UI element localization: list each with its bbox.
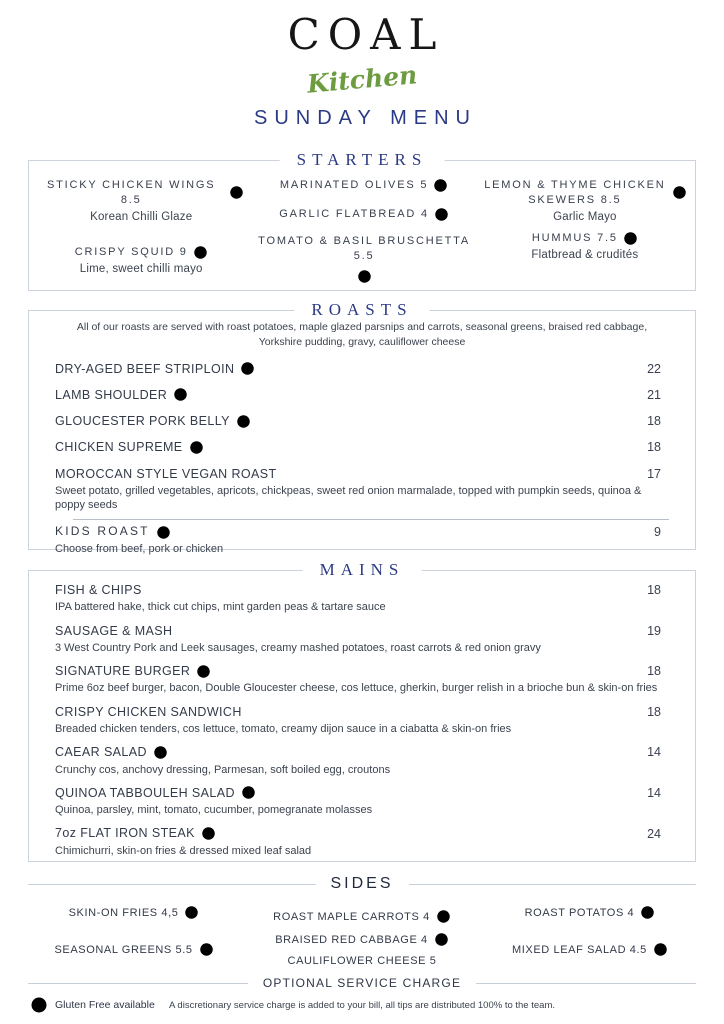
item-name: LAMB SHOULDER: [55, 387, 168, 402]
service-charge-header: [28, 976, 696, 990]
item-price: 21: [647, 387, 661, 402]
menu-footer: [28, 993, 696, 1023]
item-price: 14: [647, 745, 661, 760]
item-name: GLOUCESTER PORK BELLY: [55, 414, 230, 429]
menu-item-garlic-flatbread: [279, 207, 449, 222]
roasts-intro: All of our roasts are served with roast potatoes, maple glazed parsnips and carrots, seasonal greens, braised red cabbage, Yorkshire pudding, gravy, cauliflower cheese: [76, 321, 648, 349]
roasts-section: [28, 300, 696, 555]
starters-heading: STARTERS: [280, 150, 445, 170]
menu-item-roast-maple-carrots: [273, 909, 451, 924]
gluten-free-icon: [640, 905, 655, 920]
item-description: IPA battered hake, thick cut chips, mint garden peas & tartare sauce: [55, 601, 386, 614]
logo-brand-text: COAL: [287, 10, 445, 59]
menu-item-beef-striploin: [55, 361, 669, 377]
item-name: ROAST MAPLE CARROTS 4: [273, 910, 430, 923]
item-name: CAEAR SALAD: [55, 745, 147, 760]
gluten-free-icon: [623, 231, 638, 246]
item-name: GARLIC FLATBREAD 4: [279, 208, 429, 221]
item-price: 18: [647, 704, 661, 719]
menu-item-quinoa-tabbouleh-salad: [55, 785, 669, 818]
item-name: CHICKEN SUPREME: [55, 440, 183, 455]
gluten-free-icon: [436, 909, 451, 924]
gluten-free-icon: [199, 942, 214, 957]
item-description: 3 West Country Pork and Leek sausages, creamy mashed potatoes, roast carrots & red onion gravy: [55, 641, 541, 654]
item-name: SKIN-ON FRIES 4,5: [68, 906, 179, 919]
gluten-free-icon: [434, 207, 449, 222]
sides-grid: [28, 897, 696, 967]
menu-item-vegan-roast: [55, 466, 669, 513]
item-name: KIDS ROAST: [55, 524, 150, 539]
restaurant-logo: [0, 10, 724, 99]
item-description: Prime 6oz beef burger, bacon, Double Gloucester cheese, cos lettuce, gherkin, burger relish in a brioche bun & skin-on fries: [55, 682, 658, 695]
gluten-free-icon: [240, 361, 255, 376]
item-price: 9: [654, 525, 661, 540]
starters-section: [28, 150, 696, 291]
item-price: 18: [647, 440, 661, 455]
item-price: 22: [647, 361, 661, 376]
starters-grid: [35, 178, 689, 290]
gluten-free-icon: [196, 664, 211, 679]
sides-column-right: [484, 897, 696, 967]
item-price: 18: [647, 414, 661, 429]
item-name: DRY-AGED BEEF STRIPLOIN: [55, 361, 235, 376]
gluten-free-icon: [229, 185, 244, 200]
item-price: 24: [647, 826, 661, 841]
item-name: CRISPY CHICKEN SANDWICH: [55, 704, 242, 719]
kids-roast-divider: [73, 519, 669, 520]
gluten-free-icon: [236, 414, 251, 429]
item-name: TOMATO & BASIL BRUSCHETTA 5.5: [258, 235, 471, 262]
service-charge-heading: OPTIONAL SERVICE CHARGE: [262, 976, 462, 991]
menu-item-marinated-olives: [280, 178, 448, 193]
item-name: MARINATED OLIVES 5: [279, 179, 429, 192]
sides-column-middle: [240, 897, 484, 967]
menu-item-lemon-thyme-chicken-skewers: [482, 178, 687, 223]
logo-script-text: Kitchen: [305, 60, 419, 99]
menu-item-roast-potatos: [525, 905, 656, 920]
starters-column-right: [481, 178, 689, 290]
menu-title: SUNDAY MENU: [254, 107, 477, 130]
menu-item-chicken-supreme: [55, 439, 669, 455]
starters-column-middle: [247, 178, 480, 290]
sides-header: [28, 875, 696, 893]
gluten-free-icon: [30, 996, 48, 1014]
gluten-free-icon: [201, 826, 216, 841]
gluten-free-legend: [30, 996, 155, 1014]
gluten-free-icon: [156, 525, 171, 540]
item-price: 17: [647, 466, 661, 481]
header-rule-right: [476, 983, 696, 984]
gluten-free-icon: [241, 785, 256, 800]
gluten-free-icon: [173, 387, 188, 402]
item-description: Flatbread & crudités: [531, 248, 639, 261]
menu-item-fish-chips: [55, 582, 669, 615]
item-description: Chimichurri, skin-on fries & dressed mixed leaf salad: [55, 844, 312, 857]
mains-section: [28, 560, 696, 862]
item-name: FISH & CHIPS: [55, 583, 142, 598]
item-description: Sweet potato, grilled vegetables, apricots, chickpeas, sweet red onion marmalade, topped with pumpkin seeds, quinoa & poppy seeds: [55, 484, 642, 512]
menu-item-skin-on-fries: [69, 905, 200, 920]
item-name: HUMMUS 7.5: [531, 231, 618, 244]
menu-item-lamb-shoulder: [55, 387, 669, 403]
menu-item-pork-belly: [55, 413, 669, 429]
header-rule-left: [28, 983, 248, 984]
service-charge-note: A discretionary service charge is added to your bill, all tips are distributed 100% to the team.: [168, 1000, 555, 1012]
header-rule-left: [28, 884, 316, 885]
item-description: Quinoa, parsley, mint, tomato, cucumber, pomegranate molasses: [55, 804, 373, 817]
menu-item-mixed-leaf-salad: [512, 942, 668, 957]
gluten-free-icon: [193, 245, 208, 260]
sides-heading: SIDES: [330, 875, 394, 893]
item-description: Breaded chicken tenders, cos lettuce, tomato, creamy dijon sauce in a ciabatta & skin-on fries: [55, 722, 512, 735]
item-name: STICKY CHICKEN WINGS 8.5: [47, 179, 216, 206]
menu-item-tomato-basil-bruschetta: [247, 234, 480, 284]
item-description: Korean Chilli Glaze: [90, 210, 193, 223]
menu-item-sausage-mash: [55, 623, 669, 656]
mains-heading: MAINS: [303, 560, 422, 580]
item-description: Choose from beef, pork or chicken: [55, 542, 224, 555]
gluten-free-icon: [184, 905, 199, 920]
menu-item-signature-burger: [55, 663, 669, 696]
item-name: QUINOA TABBOULEH SALAD: [55, 785, 235, 800]
item-price: 18: [647, 664, 661, 679]
gluten-free-icon: [434, 932, 449, 947]
item-price: 19: [647, 623, 661, 638]
menu-item-kids-roast: [55, 524, 669, 556]
item-description: Garlic Mayo: [553, 210, 617, 223]
item-name: MIXED LEAF SALAD 4.5: [512, 943, 647, 956]
gluten-free-icon: [189, 440, 204, 455]
item-name: LEMON & THYME CHICKEN SKEWERS 8.5: [484, 179, 666, 206]
gluten-free-legend-text: Gluten Free available: [55, 999, 155, 1012]
menu-item-seasonal-greens: [54, 942, 213, 957]
menu-item-cauliflower-cheese: [288, 955, 437, 967]
menu-item-braised-red-cabbage: [275, 932, 449, 947]
menu-item-crispy-chicken-sandwich: [55, 704, 669, 737]
item-description: Lime, sweet chilli mayo: [79, 262, 203, 275]
gluten-free-icon: [153, 745, 168, 760]
item-name: 7oz FLAT IRON STEAK: [55, 826, 195, 841]
item-name: SAUSAGE & MASH: [55, 623, 173, 638]
item-name: BRAISED RED CABBAGE 4: [275, 933, 428, 946]
item-price: 14: [647, 785, 661, 800]
gluten-free-icon: [653, 942, 668, 957]
menu-item-flat-iron-steak: [55, 825, 669, 858]
item-name: SEASONAL GREENS 5.5: [54, 943, 193, 956]
roasts-heading: ROASTS: [294, 300, 429, 320]
item-name: CAULIFLOWER CHEESE 5: [287, 955, 437, 968]
item-price: 18: [647, 583, 661, 598]
sides-column-left: [28, 897, 240, 967]
item-name: MOROCCAN STYLE VEGAN ROAST: [55, 466, 277, 481]
menu-item-caear-salad: [55, 744, 669, 777]
gluten-free-icon: [672, 185, 687, 200]
gluten-free-icon: [433, 178, 448, 193]
menu-header: [0, 0, 724, 130]
header-rule-right: [409, 884, 697, 885]
item-name: SIGNATURE BURGER: [55, 664, 191, 679]
starters-column-left: [35, 178, 247, 290]
item-name: CRISPY SQUID 9: [74, 245, 188, 258]
item-name: ROAST POTATOS 4: [524, 906, 635, 919]
gluten-free-icon: [357, 269, 372, 284]
menu-item-hummus: [531, 231, 638, 261]
item-description: Crunchy cos, anchovy dressing, Parmesan, soft boiled egg, croutons: [55, 763, 391, 776]
menu-item-crispy-squid: [75, 245, 208, 275]
menu-item-sticky-chicken-wings: [39, 178, 244, 223]
